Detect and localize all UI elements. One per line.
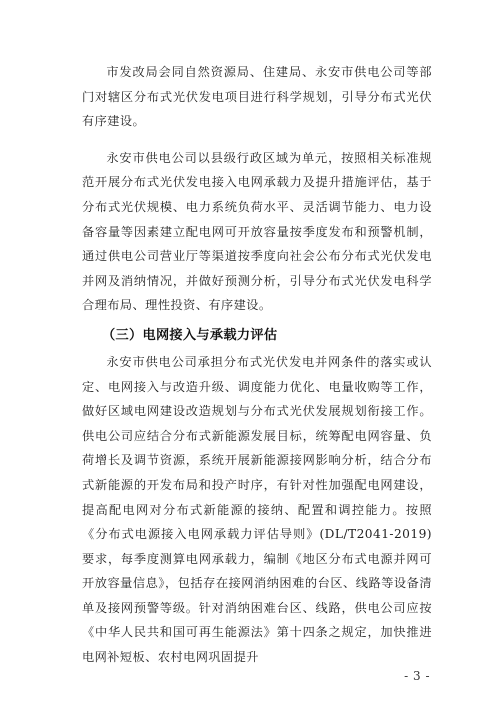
document-body: [82, 60, 432, 670]
paragraph-capacity-evaluation: 永安市供电公司以县级行政区域为单元，按照相关标准规范开展分布式光伏发电接入电网承载力及提升措施评估，基于分布式光伏规模、电力系统负荷水平、灵活调节能力、电力设备容量等因素建立配电网可开放容量按季度发布和预警机制，通过供电公司营业厅等渠道按季度向社会公布分布式光伏发电并网及消纳情况，并做好预测分析，引导分布式光伏发电科学合理布局、理性投资、有序建设。: [82, 150, 432, 313]
paragraph-grid-access: 永安市供电公司承担分布式光伏发电并网条件的落实或认定、电网接入与改造升级、调度能力优化、电量收购等工作，做好区域电网建设改造规划与分布式光伏发展规划衔接工作。供电公司应结合分布式新能源发展目标，统筹配电网容量、负荷增长及调节资源，系统开展新能源接网影响分析，结合分布式新能源的开发布局和投产时序，有针对性加强配电网建设，提高配电网对分布式新能源的接纳、配置和调控能力。按照《分布式电源接入电网承载力评估导则》(DL/T2041-2019)要求，每季度测算电网承载力，编制《地区分布式电源并网可开放容量信息》，包括存在接网消纳困难的台区、线路等设备清单及接网预警等级。针对消纳困难台区、线路，供电公司应按《中华人民共和国可再生能源法》第十四条之规定，加快推进电网补短板、农村电网巩固提升: [82, 354, 432, 665]
paragraph-planning: 市发改局会同自然资源局、住建局、永安市供电公司等部门对辖区分布式光伏发电项目进行科学规划，引导分布式光伏有序建设。: [82, 65, 432, 129]
page-number: - 3 -: [404, 669, 430, 683]
section-heading: （三）电网接入与承载力评估: [102, 327, 278, 343]
